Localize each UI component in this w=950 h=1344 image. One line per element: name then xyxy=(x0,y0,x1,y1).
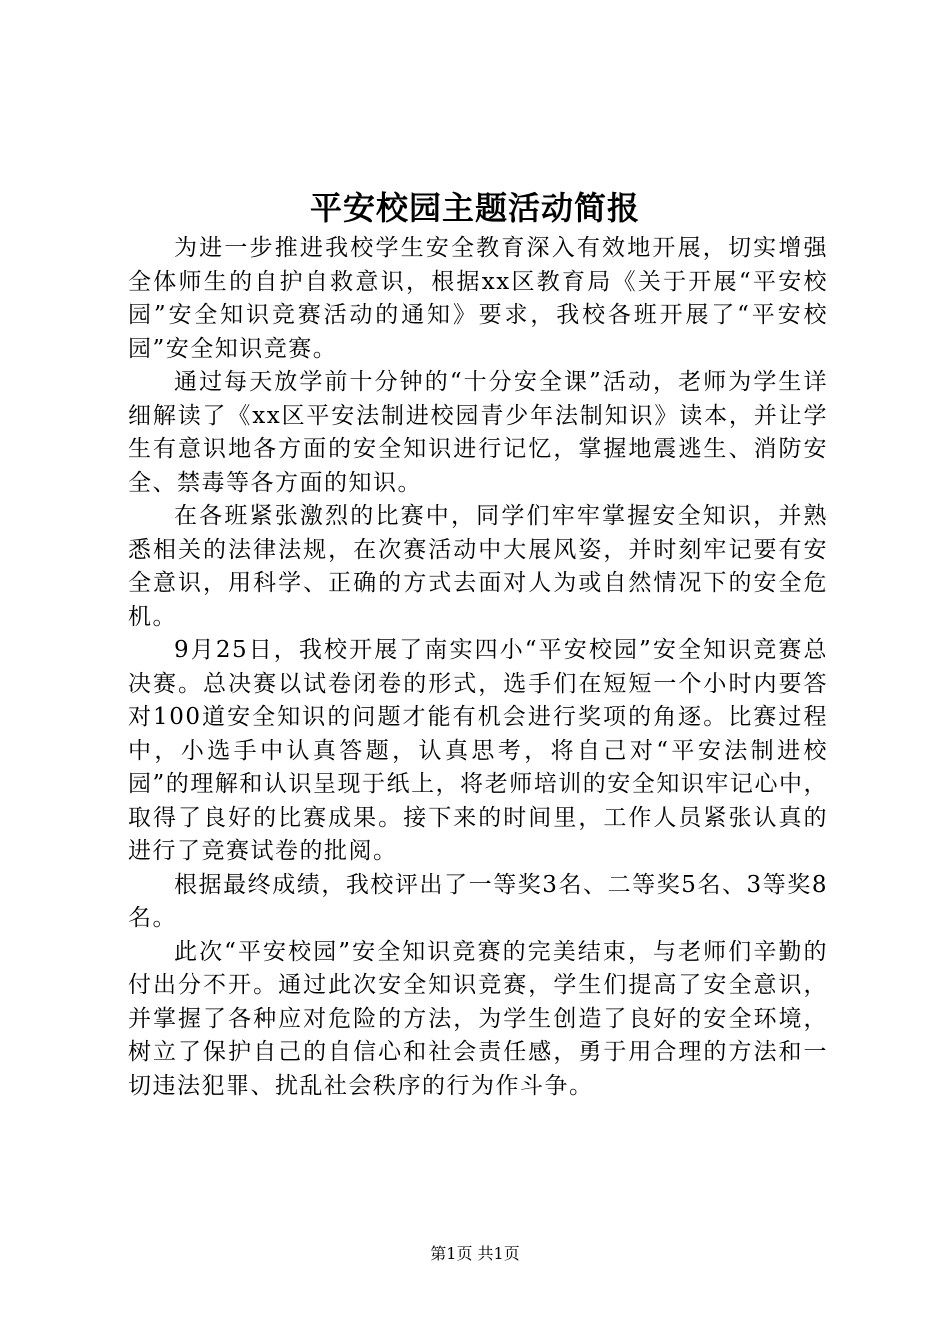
document-title: 平安校园主题活动简报 xyxy=(309,189,640,227)
paragraph-final: 9月25日，我校开展了南实四小“平安校园”安全知识竞赛总决赛。总决赛以试卷闭卷的形式，选手们在短短一个小时内要答对100道安全知识的问题才能有机会进行奖项的角逐。比赛过程中，小选手中认真答题，认真思考，将自己对“平安法制进校园”的理解和认识呈现于纸上，将老师培训的安全知识牢记心中，取得了良好的比赛成果。接下来的时间里，工作人员紧张认真的进行了竞赛试卷的批阅。 xyxy=(128,637,828,864)
paragraph-intro: 为进一步推进我校学生安全教育深入有效地开展，切实增强全体师生的自护自救意识，根据xx区教育局《关于开展“平安校园”安全知识竞赛活动的通知》要求，我校各班开展了“平安校园”安全知识竞赛。 xyxy=(128,235,828,362)
paragraph-competition: 在各班紧张激烈的比赛中，同学们牢牢掌握安全知识，并熟悉相关的法律法规，在次赛活动中大展风姿，并时刻牢记要有安全意识，用科学、正确的方式去面对人为或自然情况下的安全危机。 xyxy=(128,503,828,630)
paragraph-conclusion: 此次“平安校园”安全知识竞赛的完美结束，与老师们辛勤的付出分不开。通过此次安全知识竞赛，学生们提高了安全意识，并掌握了各种应对危险的方法，为学生创造了良好的安全环境，树立了保护自己的自信心和社会责任感，勇于用合理的方法和一切违法犯罪、扰乱社会秩序的行为作斗争。 xyxy=(128,938,828,1099)
paragraph-awards: 根据最终成绩，我校评出了一等奖3名、二等奖5名、3等奖8名。 xyxy=(128,871,828,931)
paragraph-safety-class: 通过每天放学前十分钟的“十分安全课”活动，老师为学生详细解读了《xx区平安法制进校园青少年法制知识》读本，并让学生有意识地各方面的安全知识进行记忆，掌握地震逃生、消防安全、禁毒等各方面的知识。 xyxy=(128,369,828,496)
document-body xyxy=(128,232,828,1103)
page-footer: 第1页 共1页 xyxy=(430,1244,520,1263)
